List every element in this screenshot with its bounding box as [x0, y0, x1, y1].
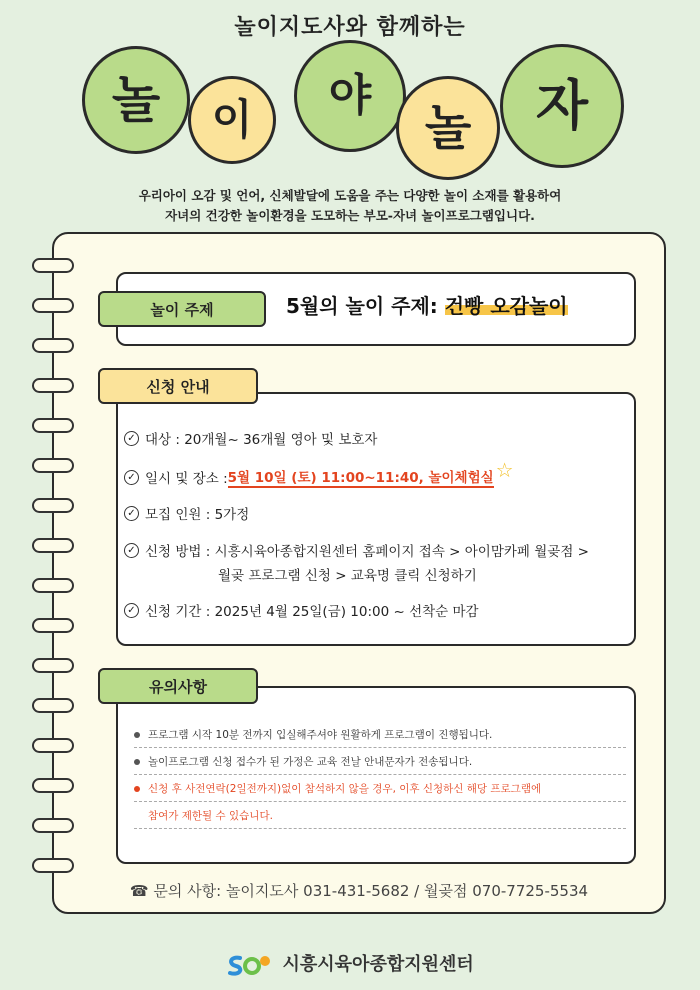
check-icon: ✓: [124, 470, 139, 485]
intro-text: [0, 186, 700, 226]
application-tag: 신청 안내: [98, 368, 258, 404]
notes-tag: 유의사항: [98, 668, 258, 704]
contact-text: 문의 사항: 놀이지도사 031-431-5682 / 월곶점 070-7725-5534: [153, 882, 589, 900]
method-row-2: [218, 564, 477, 584]
spiral-ring: [32, 778, 74, 793]
theme-tag: 놀이 주제: [98, 291, 266, 327]
target-text: 대상 : 20개월~ 36개월 영아 및 보호자: [145, 432, 378, 448]
notes-box: [116, 686, 636, 864]
recruit-text: 모집 인원 : 5가정: [145, 507, 250, 523]
warning-line-2: 참여가 제한될 수 있습니다.: [148, 810, 273, 822]
note-text-2: 놀이프로그램 신청 접수가 된 가정은 교육 전날 안내문자가 전송됩니다.: [148, 756, 473, 768]
bullet-icon: [134, 732, 140, 738]
period-text: 신청 기간 : 2025년 4월 25일(금) 10:00 ~ 선착순 마감: [145, 604, 479, 620]
spiral-ring: [32, 658, 74, 673]
note-item: [134, 727, 626, 748]
method-line-2: 월곶 프로그램 신청 > 교육명 클릭 신청하기: [218, 568, 477, 584]
phone-icon: ☎: [129, 882, 149, 900]
spiral-ring: [32, 578, 74, 593]
title-char-3: 야: [328, 70, 372, 121]
note-warning-cont: [134, 808, 626, 829]
org-logo-icon: [226, 952, 272, 978]
intro-line-1: 우리아이 오감 및 언어, 신체발달에 도움을 주는 다양한 놀이 소재를 활용하여: [138, 188, 562, 203]
star-icon: ☆: [495, 458, 514, 482]
header-subtitle: 놀이지도사와 함께하는: [234, 15, 466, 40]
spiral-ring: [32, 698, 74, 713]
method-row: [124, 540, 589, 560]
period-row: [124, 600, 479, 620]
recruit-row: [124, 503, 249, 523]
check-icon: ✓: [124, 543, 139, 558]
note-warning: [134, 781, 626, 802]
spiral-ring: [32, 818, 74, 833]
title-char-5: 자: [535, 74, 589, 137]
spiral-ring: [32, 618, 74, 633]
title-circle-1: [82, 46, 190, 154]
target-row: [124, 428, 377, 448]
theme-highlight: 건빵 오감놀이: [444, 294, 568, 318]
spiral-ring: [32, 458, 74, 473]
title-char-4: 놀: [424, 100, 472, 156]
check-icon: ✓: [124, 431, 139, 446]
spiral-ring: [32, 498, 74, 513]
title-circle-5: [500, 44, 624, 168]
datetime-value: 5월 10일 (토) 11:00~11:40, 놀이체험실: [228, 466, 494, 488]
spiral-ring: [32, 858, 74, 873]
title-circle-4: [396, 76, 500, 180]
theme-prefix: 5월의 놀이 주제:: [286, 294, 445, 318]
title-circle-2: [188, 76, 276, 164]
title-circle-3: [294, 40, 406, 152]
datetime-label: 일시 및 장소 :: [145, 471, 228, 487]
intro-line-2: 자녀의 건강한 놀이환경을 도모하는 부모-자녀 놀이프로그램입니다.: [165, 208, 535, 223]
spiral-ring: [32, 538, 74, 553]
note-item: [134, 754, 626, 775]
spiral-ring: [32, 338, 74, 353]
footer: [0, 950, 700, 978]
title-char-1: 놀: [111, 71, 161, 129]
theme-title: [286, 290, 568, 319]
spiral-ring: [32, 378, 74, 393]
note-text-1: 프로그램 시작 10분 전까지 입실해주셔야 원활하게 프로그램이 진행됩니다.: [148, 729, 493, 741]
warning-line-1: 신청 후 사전연락(2일전까지)없이 참석하지 않을 경우, 이후 신청하신 해당 프로그램에: [148, 783, 542, 795]
datetime-row: [124, 458, 514, 488]
check-icon: ✓: [124, 506, 139, 521]
title-char-2: 이: [211, 95, 253, 144]
bullet-icon: [134, 786, 140, 792]
contact-info: [0, 880, 700, 901]
spiral-ring: [32, 738, 74, 753]
spiral-ring: [32, 258, 74, 273]
spiral-ring: [32, 298, 74, 313]
org-name: 시흥시육아종합지원센터: [282, 954, 474, 975]
check-icon: ✓: [124, 603, 139, 618]
method-line-1: 신청 방법 : 시흥시육아종합지원센터 홈페이지 접속 > 아이맘카페 월곶점 >: [145, 544, 589, 560]
spiral-ring: [32, 418, 74, 433]
bullet-icon: [134, 759, 140, 765]
